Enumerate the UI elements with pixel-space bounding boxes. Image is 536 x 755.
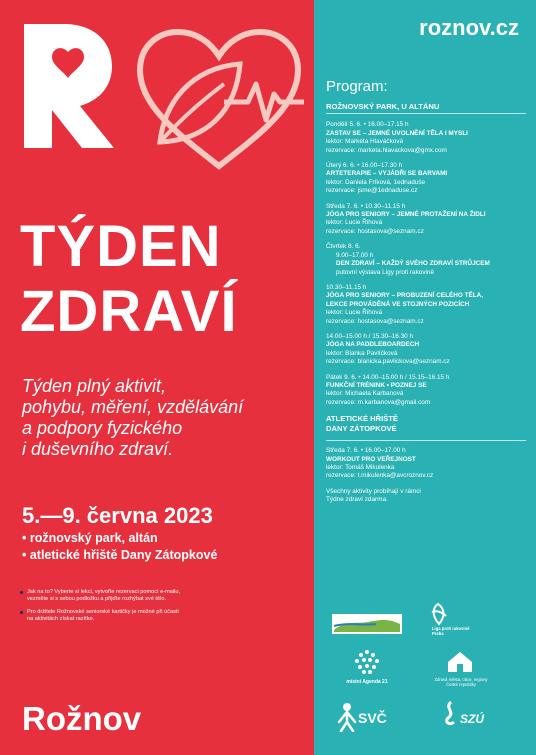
event-lector: lektor: Blanka Pavlíčková <box>326 349 398 357</box>
final-note-line: Všechny aktivity probíhají v rámci <box>326 487 421 495</box>
event-title: JÓGA PRO SENIORY – PROBUZENÍ CELÉHO TĚLA, <box>326 292 484 300</box>
szu-swirl-icon <box>442 700 460 726</box>
title-line-2: ZDRAVÍ <box>20 279 238 344</box>
subtitle-line: i duševního zdraví. <box>22 439 174 459</box>
note-item <box>20 589 300 604</box>
event-dates: 5.—9. června 2023 <box>22 503 213 528</box>
event-reservation[interactable]: rezervace: hostasova@seznam.cz <box>326 317 424 325</box>
sponsor-logos <box>314 600 536 755</box>
event-item <box>326 121 526 155</box>
section-heading-2 <box>326 414 526 434</box>
event-lector: lektor: Tomáš Mikulenka <box>326 464 395 471</box>
subtitle-line: pohybu, měření, vzdělávání <box>22 397 244 417</box>
program-list <box>326 103 526 505</box>
event-item <box>326 284 526 326</box>
event-reservation[interactable]: rezervace: jsme@1ednaduse.cz <box>326 187 418 195</box>
event-date: Středa 7. 6. • 10.30–11.15 h <box>326 202 406 210</box>
notes <box>20 589 300 629</box>
section-heading-line: DANY ZÁTOPKOVÉ <box>326 424 397 434</box>
event-title: FUNKČNÍ TRÉNINK • POZNEJ SE <box>326 381 427 389</box>
event-date: Středa 7. 6. • 16.00–17.00 h <box>326 447 406 455</box>
divider <box>326 440 526 441</box>
zdrava-mesta-label <box>426 677 496 687</box>
liga-label-line: Liga proti rakovině <box>432 626 470 631</box>
event-date: Úterý 6. 6. • 16.00–17.30 h <box>326 162 403 170</box>
event-date: Pondělí 5. 6. • 16.00–17.15 h <box>326 121 409 129</box>
final-note <box>326 488 526 505</box>
event-time: 10.30–11.15 h <box>326 283 367 291</box>
note-line: Jak na to? Vyberte si lekci, vytvořte rezervaci pomocí e-mailu, <box>27 589 181 595</box>
event-title: JÓGA NA PADDLEBOARDECH <box>326 341 420 349</box>
event-item <box>326 447 526 481</box>
event-reservation[interactable]: rezervace: marketa.hlavackova@gmx.com <box>326 146 447 154</box>
agenda21-label: místní Agenda 21 <box>346 679 388 685</box>
note-line: vezměte si s sebou podložku a přijďte rozhýbat své tělo. <box>27 596 167 603</box>
roznov-r-logo <box>14 12 124 152</box>
event-reservation[interactable]: rezervace: m.karbanova@gmail.com <box>326 398 431 406</box>
note-line: Pro držitele Rožnovské seniorské kartičky je možné při účasti <box>27 608 179 615</box>
event-lector: lektor: Lucie Řihová <box>326 219 383 227</box>
event-time: 9.00–17.00 h <box>336 251 374 259</box>
svc-label: SVČ <box>358 710 387 726</box>
event-title: ARTETERAPIE – VYJÁDŘI SE BARVAMI <box>326 170 448 178</box>
zdrava-mesta-line: Zdravá města, obce, regiony <box>434 677 488 682</box>
brand-roznov: Rožnov <box>22 700 142 737</box>
event-lector: lektor: Michaela Karbanová <box>326 390 404 398</box>
event-item <box>326 333 526 367</box>
title-line-1: TÝDEN <box>20 214 222 279</box>
event-item <box>326 203 526 237</box>
event-lector: lektor: Daniela Fríková, 1ednaduše <box>326 178 426 186</box>
event-item <box>326 374 526 408</box>
right-panel <box>314 0 536 755</box>
event-lector: lektor: Markéta Hlaváčková <box>326 138 404 146</box>
event-reservation[interactable]: rezervace: t.mikulenka@avcroznov.cz <box>326 472 434 480</box>
event-reservation[interactable]: rezervace: blanicka.pavlickova@seznam.cz <box>326 358 450 366</box>
section-heading-line: ATLETICKÉ HŘIŠTĚ <box>326 414 398 424</box>
agenda21-dots-icon <box>352 648 382 678</box>
program-heading: Program: <box>326 78 388 95</box>
note-item <box>20 609 300 624</box>
subtitle-line: a podpory fyzického <box>22 418 183 438</box>
event-lector: lektor: Lucie Řihová <box>326 309 383 317</box>
svc-figure-icon <box>336 702 358 732</box>
note-line: na aktivitách získat razítko. <box>27 616 95 623</box>
subtitle-line: Týden plný aktivit, <box>22 376 167 396</box>
landscape-logo <box>332 614 402 634</box>
event-reservation[interactable]: rezervace: hostasova@seznam.cz <box>326 227 424 235</box>
section-heading: ROŽNOVSKÝ PARK, U ALTÁNU <box>326 103 526 114</box>
event-subtitle: putovní výstava Ligy proti rakovině <box>336 268 435 276</box>
event-title: ZASTAV SE – JEMNÉ UVOLNĚNÍ TĚLA I MYSLI <box>326 129 468 137</box>
event-title: WORKOUT PRO VEŘEJNOST <box>326 455 416 463</box>
liga-label-line: Praha <box>432 631 444 636</box>
heart-leaf-icon <box>128 24 310 174</box>
subtitle <box>22 376 312 460</box>
event-date: Čtvrtek 8. 6. <box>326 243 361 251</box>
zdrava-mesta-line: České republiky <box>446 682 476 687</box>
liga-label <box>432 626 492 636</box>
zdrava-mesta-icon <box>446 650 474 674</box>
event-date: Pátek 9. 6. • 14.00–15.00 h / 15.15–16.15 h <box>326 373 450 381</box>
event-places <box>22 530 217 564</box>
place-item: • rožnovský park, altán <box>22 531 158 545</box>
site-url[interactable]: roznov.cz <box>419 15 519 40</box>
place-item: • atletické hřiště Dany Zátopkové <box>22 548 218 562</box>
event-title: DEN ZDRAVÍ – KAŽDÝ SVÉHO ZDRAVÍ STRŮJCEM <box>336 260 490 268</box>
ribbon-leaf-icon <box>426 602 452 626</box>
event-title: LEKCE PROVÁDĚNÁ VE STOJNÝCH POZICÍCH <box>326 300 470 308</box>
event-time: 14.00–15.00 h / 15.30–16.30 h <box>326 332 414 340</box>
final-note-line: Týdne zdraví zdarma. <box>326 496 388 504</box>
event-item <box>326 162 526 196</box>
event-item-thursday <box>326 243 526 277</box>
event-title: JÓGA PRO SENIORY – JEMNÉ PROTAŽENÍ NA ŽIDLI <box>326 211 486 219</box>
szu-label: SZÚ <box>460 712 484 726</box>
